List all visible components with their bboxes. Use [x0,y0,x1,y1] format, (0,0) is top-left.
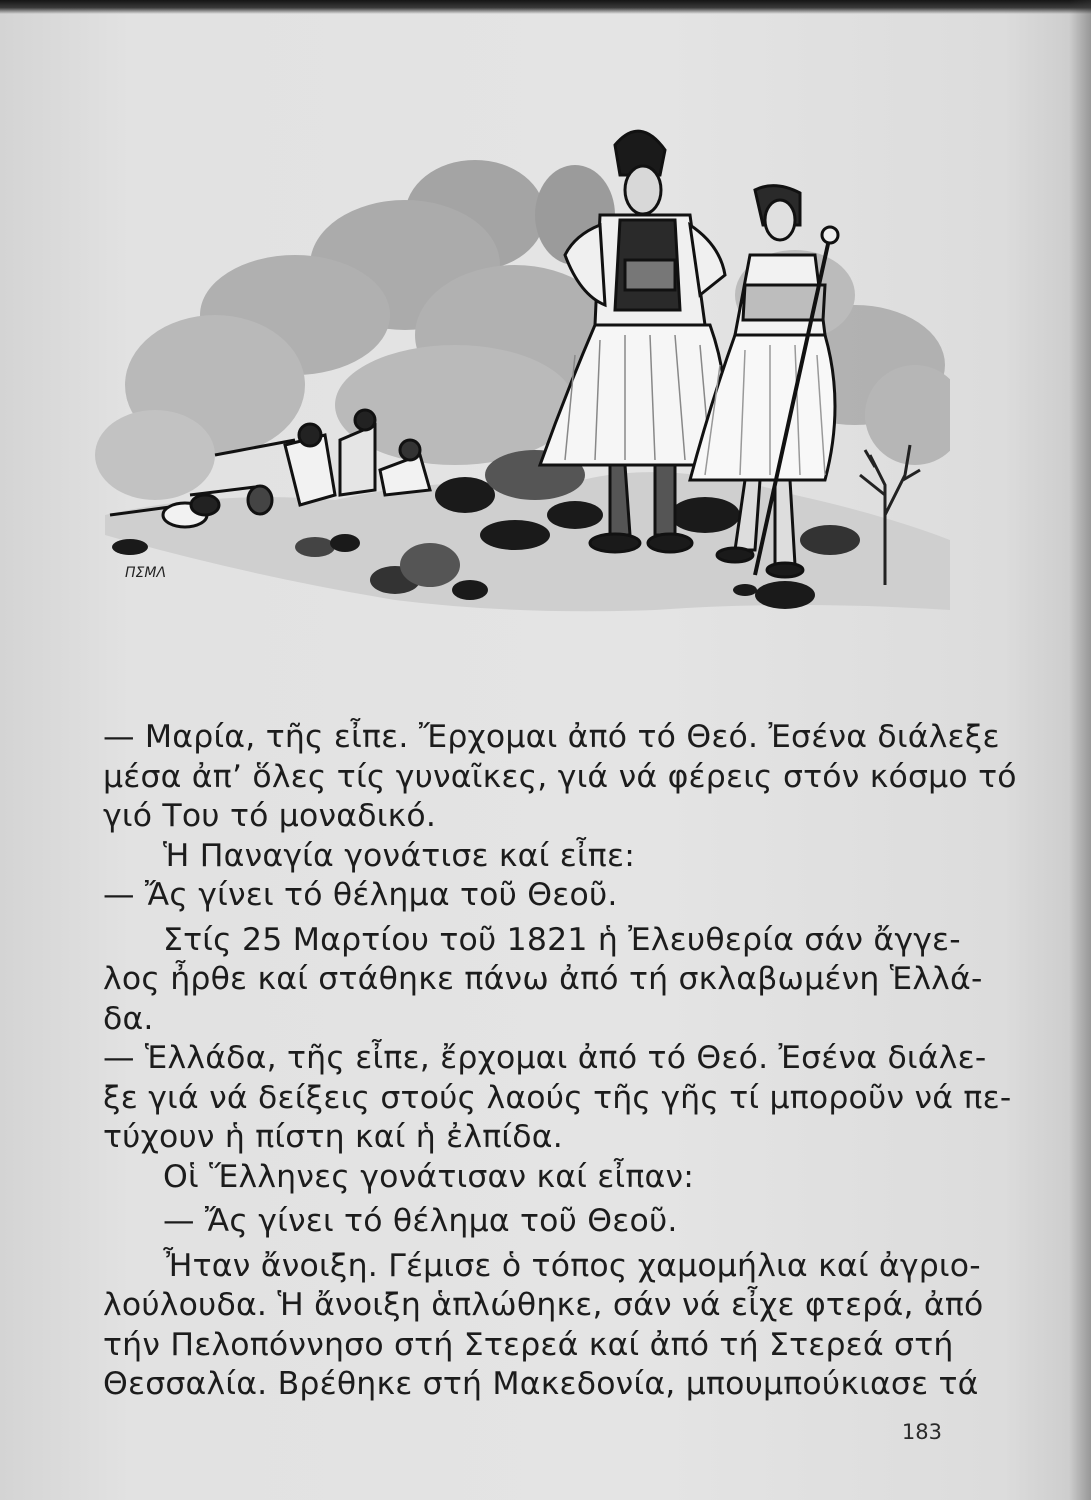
text-line: Θεσσαλία. Βρέθηκε στή Μακεδονία, μπουμπούκιασε τά [103,1366,979,1402]
text-line: τύχουν ἡ πίστη καί ἡ ἐλπίδα. [103,1119,563,1155]
story-text [103,718,1017,1405]
text-line: Ἦταν ἄνοιξη. Γέμισε ὁ τόπος χαμομήλια καί ἀγριο- [163,1247,981,1284]
page-number: 183 [901,1420,942,1444]
text-line: ξε γιά νά δείξεις στούς λαούς τῆς γῆς τί μποροῦν νά πε- [103,1079,1012,1116]
paragraph [103,1247,984,1405]
page-right-shadow [1069,0,1091,1500]
text-line: τήν Πελοπόννησο στή Στερεά καί ἀπό τή Στερεά στή [103,1326,954,1363]
text-line: — Ἄς γίνει τό θέλημα τοῦ Θεοῦ. [103,877,618,913]
text-line: Στίς 25 Μαρτίου τοῦ 1821 ἡ Ἐλευθερία σάν ἄγγε- [163,921,961,958]
paragraph [103,1158,943,1198]
text-line: Ἡ Παναγία γονάτισε καί εἶπε: [163,837,636,874]
illustration-greek-revolutionaries [95,95,950,640]
text-line: — Ἄς γίνει τό θέλημα τοῦ Θεοῦ. [163,1203,678,1239]
paragraph [103,1202,943,1242]
text-line: γιό Του τό μοναδικό. [103,798,437,834]
text-line: λούλουδα. Ἡ ἄνοιξη ἁπλώθηκε, σάν νά εἶχε φτερά, ἀπό [103,1287,984,1323]
text-line: Οἱ Ἕλληνες γονάτισαν καί εἶπαν: [163,1158,695,1195]
paragraph [103,921,983,1040]
text-line: μέσα ἀπ’ ὅλες τίς γυναῖκες, γιά νά φέρεις στόν κόσμο τό [103,758,1017,795]
paragraph [103,1039,1012,1158]
illustration-signature: ΠΣΜΛ [125,565,167,581]
text-line: λος ἦρθε καί στάθηκε πάνω ἀπό τή σκλαβωμένη Ἑλλά- [103,961,983,997]
paragraph [103,876,943,916]
text-line: — Μαρία, τῆς εἶπε. Ἔρχομαι ἀπό τό Θεό. Ἐσένα διάλεξε [103,719,1000,755]
paragraph [103,837,943,877]
paragraph [103,718,1017,837]
text-line: δα. [103,1000,154,1037]
page-top-edge [0,0,1091,14]
text-line: — Ἑλλάδα, τῆς εἶπε, ἔρχομαι ἀπό τό Θεό. Ἐσένα διάλε- [103,1040,987,1076]
